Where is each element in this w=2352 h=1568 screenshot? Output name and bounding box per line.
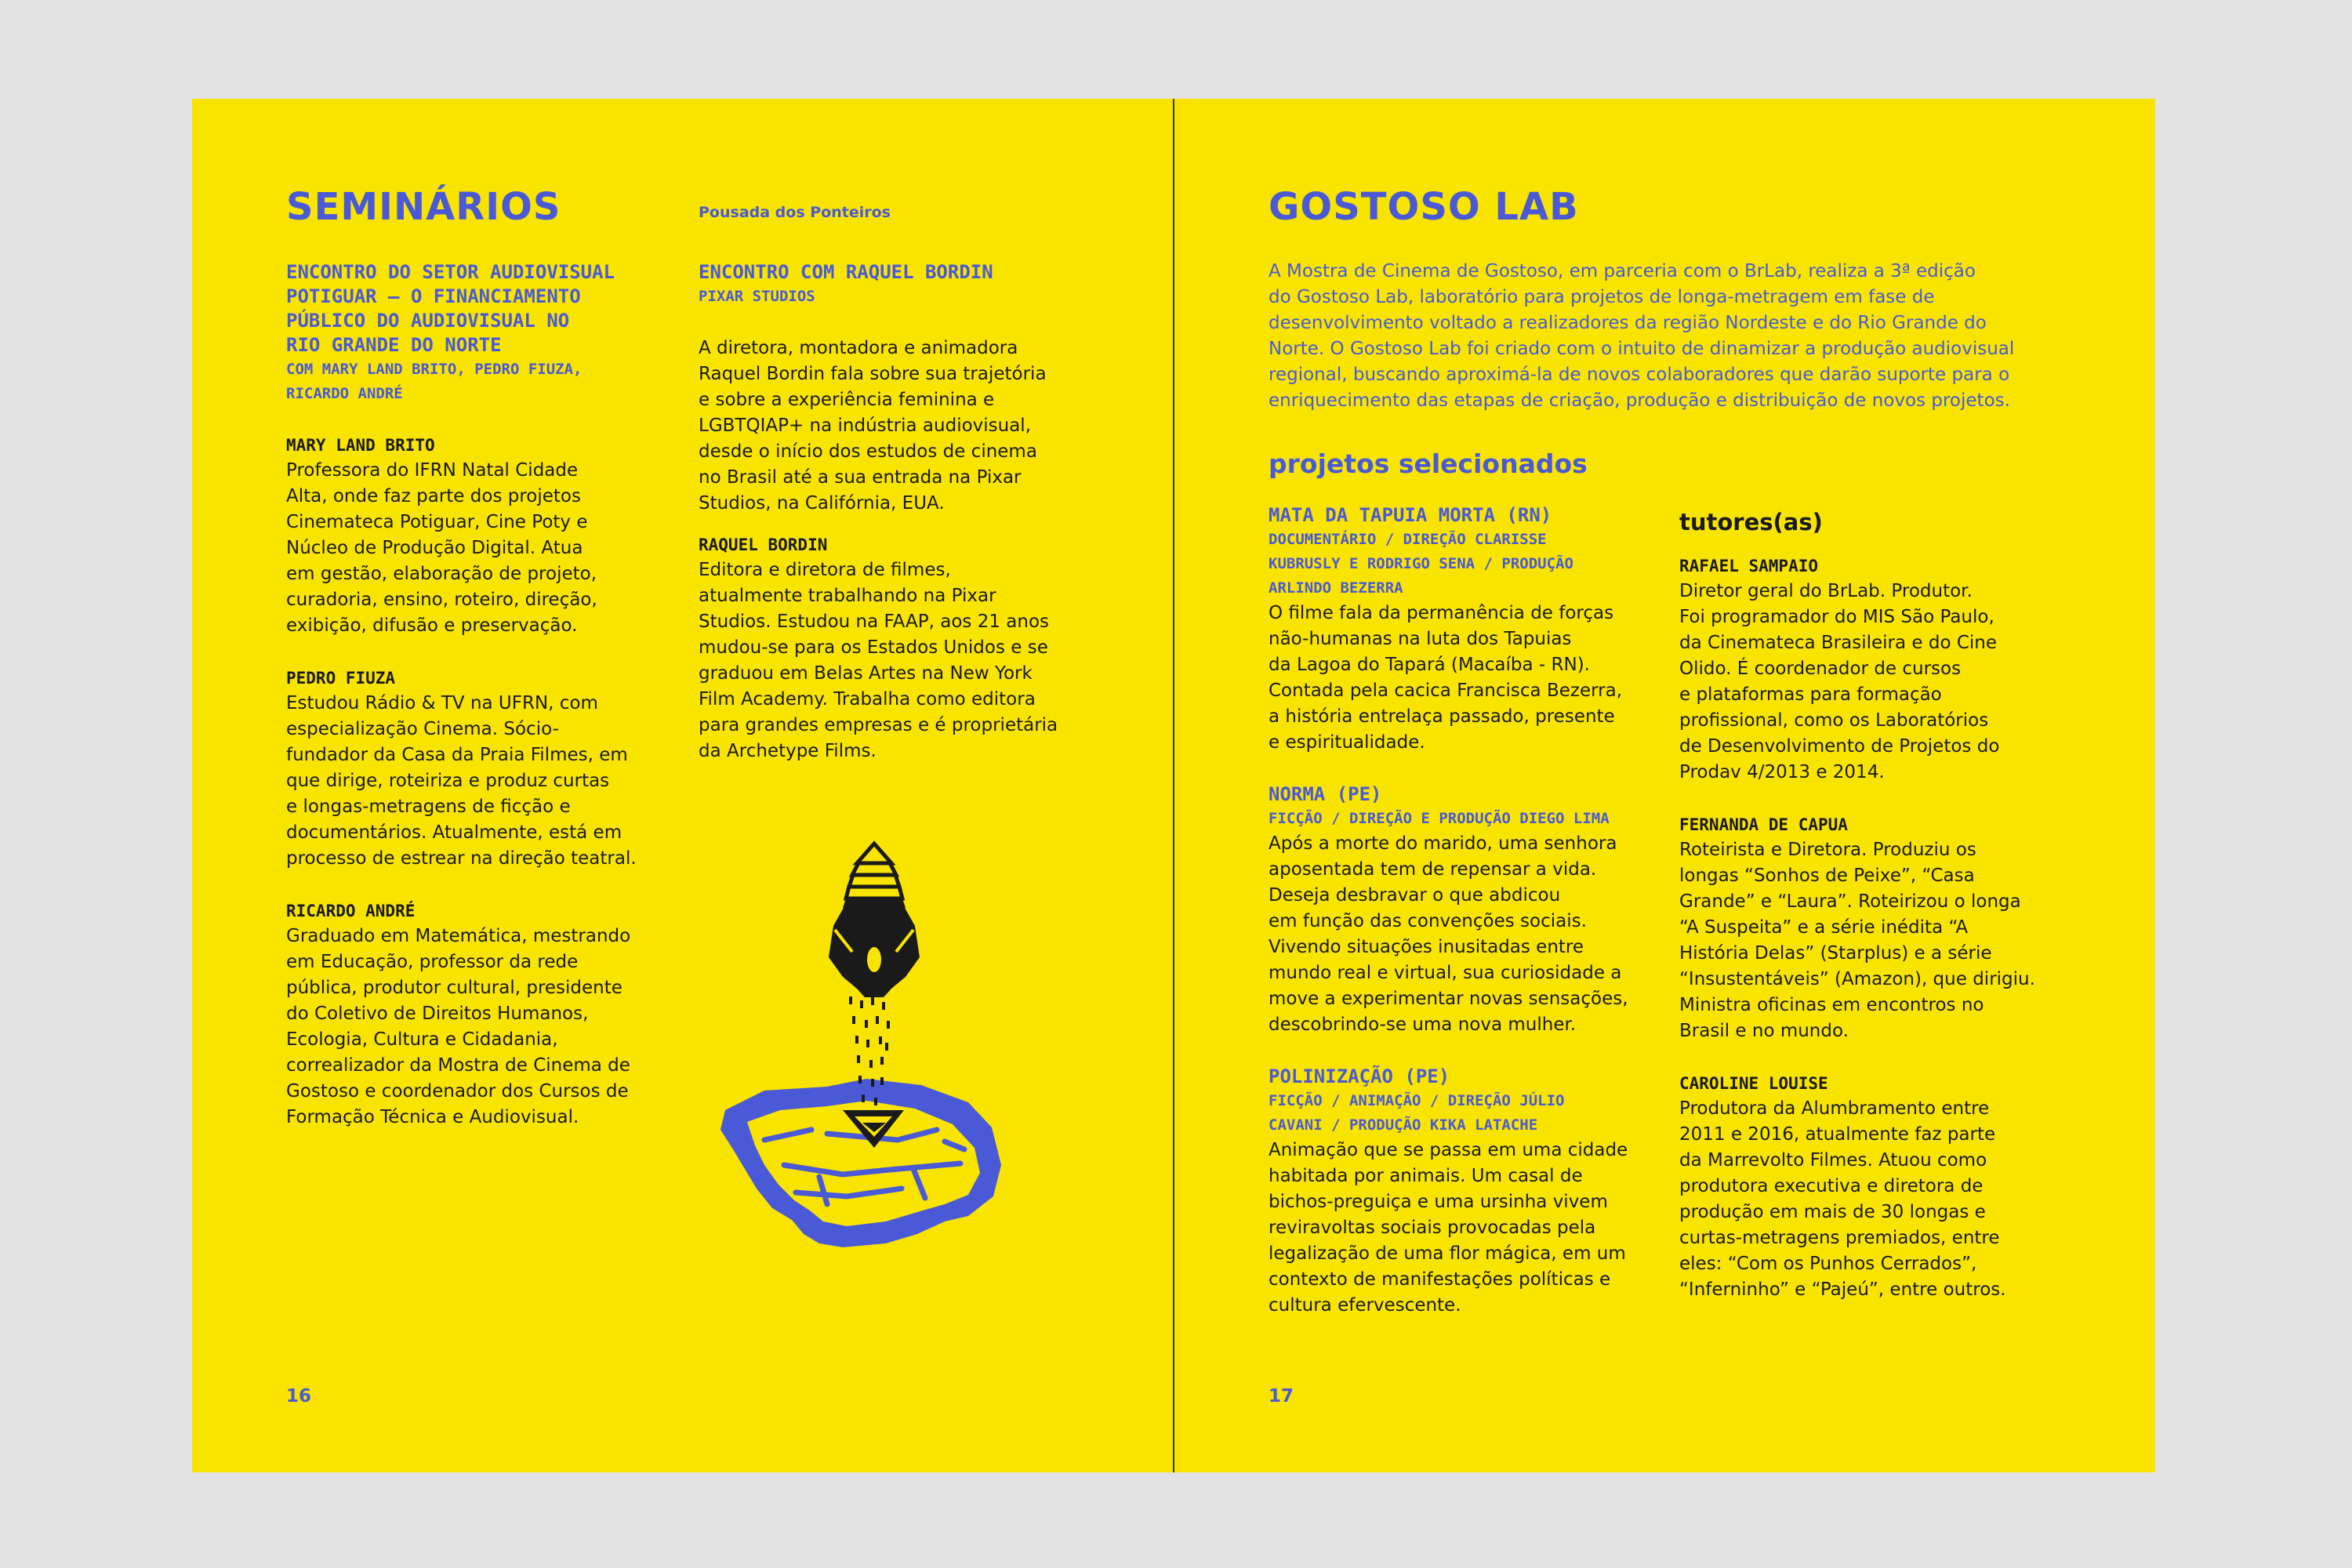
person-bio: Professora do IFRN Natal Cidade Alta, onde faz parte dos projetos Cinemateca Potiguar, Cine Poty e Núcleo de Produção Digital. Atua em gestão, elaboração de projeto, curadoria, ensino, roteiro, direção, exibição, difusão e preservação. <box>286 460 597 636</box>
left-column-1 <box>286 260 662 1131</box>
tutor-name: CAROLINE LOUISE <box>1679 1074 1828 1093</box>
project-synopsis: Animação que se passa em uma cidade habitada por animais. Um casal de bichos-preguiça e uma ursinha vivem reviravoltas sociais provocadas pela legalização de uma flor mágica, em um contexto de manifestações políticas e cultura efervescente. <box>1269 1140 1628 1316</box>
projects-column <box>1269 503 1668 1319</box>
person-bio: Graduado em Matemática, mestrando em Educação, professor da rede pública, produtor cultural, presidente do Coletivo de Direitos Humanos, Ecologia, Cultura e Cidadania, correalizador da Mostra de Cinema de Gostoso e coordenador dos Cursos de Formação Técnica e Audiovisual. <box>286 926 631 1127</box>
person-name: RICARDO ANDRÉ <box>286 902 416 920</box>
tutor-bio: Diretor geral do BrLab. Produtor. Foi programador do MIS São Paulo, da Cinemateca Brasileira e do Cine Olido. É coordenador de cursos e plataformas para formação profissional, como os Laboratórios de Desenvolvimento de Projetos do Prodav 4/2013 e 2014. <box>1679 581 2000 782</box>
person-name: RAQUEL BORDIN <box>699 535 828 554</box>
project-synopsis: O filme fala da permanência de forças não-humanas na luta dos Tapuias da Lagoa do Tapará (Macaíba - RN). Contada pela cacica Francisca Bezerra, a história entrelaça passado, presente e espiritualidade. <box>1269 603 1623 753</box>
project-credits: DOCUMENTÁRIO / DIREÇÃO CLARISSE KUBRUSLY E RODRIGO SENA / PRODUÇÃO ARLINDO BEZERRA <box>1269 531 1573 597</box>
hourglass-illustration <box>710 820 1007 1290</box>
person-raquel-bordin <box>699 532 1106 764</box>
right-page <box>1174 99 2155 1472</box>
person-name: PEDRO FIUZA <box>286 669 396 688</box>
tutor-bio: Produtora da Alumbramento entre 2011 e 2016, atualmente faz parte da Marrevolto Filmes. Atuou como produtora executiva e diretora de produção em mais de 30 longas e curtas-metragens premiados, entre eles: “Com os Punhos Cerrados”, “Inferninho” e “Pajeú”, entre outros. <box>1679 1098 2006 1300</box>
projects-heading: projetos selecionados <box>1269 448 1588 479</box>
left-page <box>192 99 1173 1472</box>
event-description: A diretora, montadora e animadora Raquel Bordin fala sobre sua trajetória e sobre a experiência feminina e LGBTQIAP+ na indústria audiovisual, desde o início dos estudos de cinema no Brasil até a sua entrada na Pixar Studios, na Califórnia, EUA. <box>699 338 1047 514</box>
project-polinizacao <box>1269 1065 1668 1319</box>
left-column-2 <box>699 201 1106 764</box>
page-number: 17 <box>1269 1386 1294 1406</box>
project-title: NORMA (PE) <box>1269 783 1382 805</box>
project-synopsis: Após a morte do marido, uma senhora aposentada tem de repensar a vida. Deseja desbravar o que abdicou em função das convenções sociais. Vivendo situações inusitadas entre mundo real e virtual, sua curiosidade a move a experimentar novas sensações, descobrindo-se uma nova mulher. <box>1269 833 1628 1035</box>
event-subtitle: PIXAR STUDIOS <box>699 288 815 305</box>
person-bio: Editora e diretora de filmes, atualmente trabalhando na Pixar Studios. Estudou na FAAP, aos 21 anos mudou-se para os Estados Unidos e se graduou em Belas Artes na New York Film Academy. Trabalha como editora para grandes empresas e é proprietária da Archetype Films. <box>699 560 1058 761</box>
seminarios-title: SEMINÁRIOS <box>286 185 561 229</box>
event-title: ENCONTRO COM RAQUEL BORDIN <box>699 261 993 283</box>
tutor-bio: Roteirista e Diretora. Produziu os longas “Sonhos de Peixe”, “Casa Grande” e “Laura”. Roteirizou o longa “A Suspeita” e a série inédita “A História Delas” (Starplus) e a série “Insustentáveis” (Amazon), que dirigiu. Ministra oficinas em encontros no Brasil e no mundo. <box>1679 840 2035 1041</box>
project-norma <box>1269 782 1668 1038</box>
tutor-name: RAFAEL SAMPAIO <box>1679 557 1819 575</box>
tutor-caroline-louise <box>1679 1071 2071 1303</box>
project-title: MATA DA TAPUIA MORTA (RN) <box>1269 504 1552 526</box>
project-title: POLINIZAÇÃO (PE) <box>1269 1065 1450 1087</box>
person-mary-land-brito <box>286 433 662 639</box>
tutor-rafael-sampaio <box>1679 554 2071 786</box>
tutor-fernanda-de-capua <box>1679 812 2071 1044</box>
project-mata-da-tapuia-morta <box>1269 503 1668 756</box>
person-bio: Estudou Rádio & TV na UFRN, com especialização Cinema. Sócio- fundador da Casa da Praia Filmes, em que dirige, roteiriza e produz curtas e longas-metragens de ficção e documentários. Atualmente, está em processo de estrear na direção teatral. <box>286 693 637 869</box>
magazine-spread <box>192 99 2155 1472</box>
page-number: 16 <box>286 1386 312 1406</box>
project-credits: FICÇÃO / ANIMAÇÃO / DIREÇÃO JÚLIO CAVANI / PRODUÇÃO KIKA LATACHE <box>1269 1092 1565 1134</box>
person-pedro-fiuza <box>286 666 662 872</box>
venue-label: Pousada dos Ponteiros <box>699 204 891 221</box>
project-credits: FICÇÃO / DIREÇÃO E PRODUÇÃO DIEGO LIMA <box>1269 810 1610 827</box>
event-title: ENCONTRO DO SETOR AUDIOVISUAL POTIGUAR – O FINANCIAMENTO PÚBLICO DO AUDIOVISUAL NO RIO GRANDE DO NORTE <box>286 261 615 356</box>
gostoso-lab-title: GOSTOSO LAB <box>1269 185 1579 229</box>
tutors-heading: tutores(as) <box>1679 509 1823 535</box>
intro-paragraph: A Mostra de Cinema de Gostoso, em parceria com o BrLab, realiza a 3ª edição do Gostoso Lab, laboratório para projetos de longa-metragem em fase de desenvolvimento voltado a realizadores da região Nordeste e do Rio Grande do Norte. O Gostoso Lab foi criado com o intuito de dinamizar a produção audiovisual regional, buscando aproximá-la de novos colaboradores que darão suporte para o enriquecimento das etapas de criação, produção e distribuição de novos projetos. <box>1269 261 2015 411</box>
tutors-column <box>1679 506 2071 1303</box>
person-name: MARY LAND BRITO <box>286 436 435 455</box>
person-ricardo-andre <box>286 898 662 1131</box>
tutor-name: FERNANDA DE CAPUA <box>1679 815 1848 834</box>
event-guests: COM MARY LAND BRITO, PEDRO FIUZA, RICARDO ANDRÉ <box>286 361 583 402</box>
